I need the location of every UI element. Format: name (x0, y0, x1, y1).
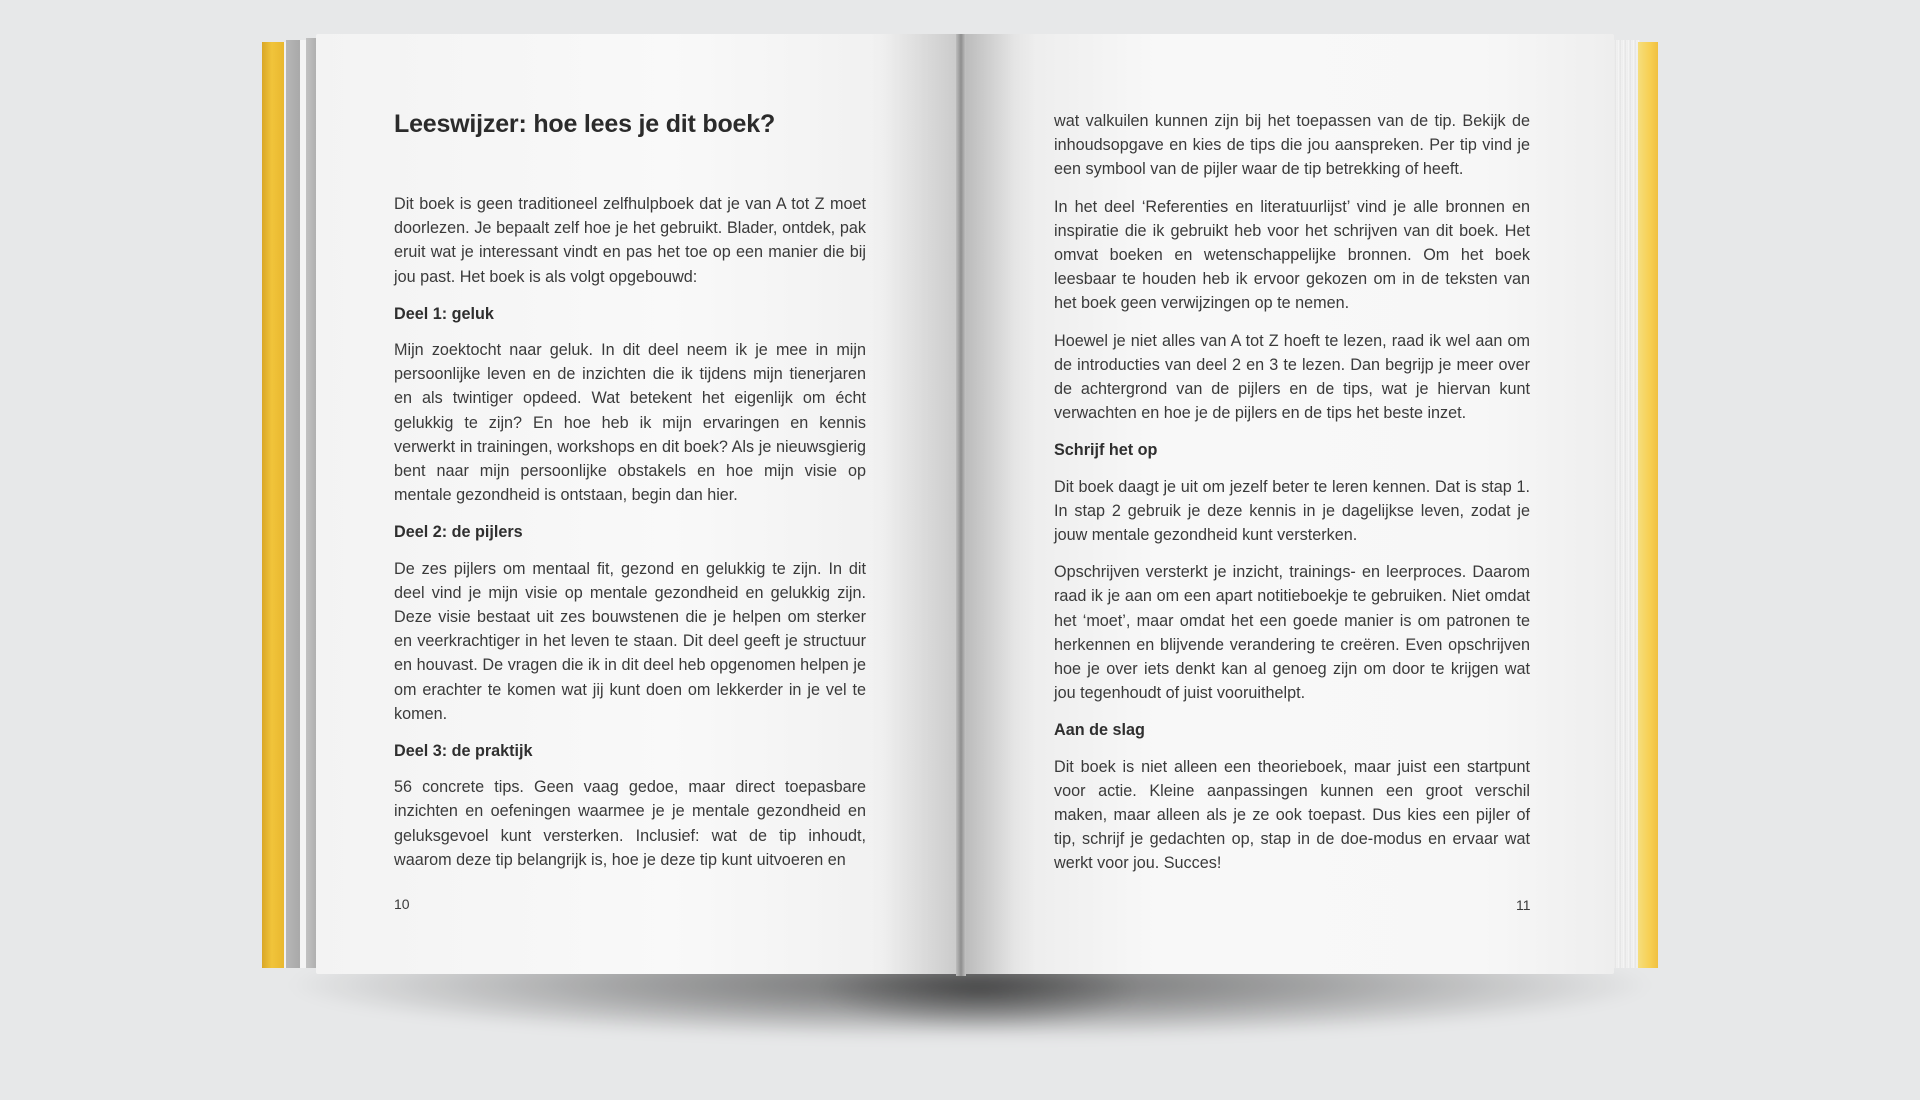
page-number-right: 11 (1516, 897, 1531, 913)
schrijf-paragraph-1: Dit boek daagt je uit om jezelf beter te leren kennen. Dat is stap 1. In stap 2 gebruik je deze kennis in je dagelijkse leven, zodat je jouw mentale gezondheid kunt versterken. (1054, 477, 1530, 545)
section-heading-deel-3: Deel 3: de praktijk (394, 742, 533, 761)
section-paragraph-deel-1: Mijn zoektocht naar geluk. In dit deel neem ik je mee in mijn persoonlijke leven en de inzichten die ik tijdens mijn tienerjaren en als twintiger opdeed. Wat betekent het eigenlijk om écht gelukkig te zijn? En hoe heb ik mijn ervaringen en kennis verwerkt in trainingen, workshops en dit boek? Als je nieuwsgierig bent naar mijn persoonlijke obstakels en hoe mijn visie op mentale gezondheid is ontstaan, begin dan hier. (394, 341, 866, 505)
continued-paragraph: wat valkuilen kunnen zijn bij het toepassen van de tip. Bekijk de inhoudsopgave en kies de tips die jou aanspreken. Per tip vind je een symbool van de pijler waar de tip betrekking of heeft. (1054, 112, 1530, 179)
page-number-left: 10 (394, 896, 410, 912)
aan-de-slag-paragraph: Dit boek is niet alleen een theorieboek, maar juist een startpunt voor actie. Kleine aanpassingen kunnen een groot verschil maken, maar alleen als je ze ook toepast. Dus kies een pijler of tip, schrijf je gedachten op, stap in de doe-modus en ervaar wat werkt voor jou. Succes! (1054, 757, 1530, 873)
left-page-text (394, 192, 866, 872)
section-paragraph-deel-3: 56 concrete tips. Geen vaag gedoe, maar direct toepasbare inzichten en oefeningen waarmee je je mentale gezondheid en geluksgevoel kunt versterken. Inclusief: wat de tip inhoudt, waarom deze tip belangrijk is, hoe je deze tip kunt uitvoeren en (394, 778, 866, 869)
book-cover-edge-left (262, 42, 284, 968)
page-title: Leeswijzer: hoe lees je dit boek? (394, 110, 776, 138)
page-block-edge-left (286, 40, 300, 968)
page-block-edge-right (1612, 40, 1640, 968)
book-cover-edge-right (1638, 42, 1658, 968)
section-paragraph-deel-2: De zes pijlers om mentaal fit, gezond en gelukkig te zijn. In dit deel vind je mijn visie op mentale gezondheid en gelukkig zijn. Deze visie bestaat uit zes bouwstenen die je helpen om sterker en veerkrachtiger in het leven te staan. Dit deel geeft je structuur en houvast. De vragen die ik in dit deel heb opgenomen helpen je om erachter te komen wat jij kunt doen om lekkerder in je vel te komen. (394, 559, 866, 723)
left-page-curvature (870, 34, 960, 974)
book-gutter (956, 34, 966, 976)
section-heading-deel-2: Deel 2: de pijlers (394, 523, 523, 542)
right-page-text (1054, 109, 1530, 889)
section-heading-schrijf-het-op: Schrijf het op (1054, 441, 1158, 460)
references-paragraph: In het deel ‘Referenties en literatuurlijst’ vind je alle bronnen en inspiratie die ik gebruikt heb voor het schrijven van dit boek. Het omvat boeken en wetenschappelijke bronnen. Om het boek leesbaar te houden heb ik ervoor gekozen om in de teksten van het boek geen verwijzingen op te nemen. (1054, 197, 1530, 313)
section-heading-deel-1: Deel 1: geluk (394, 304, 494, 323)
schrijf-paragraph-2: Opschrijven versterkt je inzicht, trainings- en leerproces. Daarom raad ik je aan om een apart notitieboekje te gebruiken. Niet omdat het ‘moet’, maar omdat het een goede manier is om patronen te herkennen en blijvende verandering te creëren. Even opschrijven hoe je over iets denkt kan al genoeg zijn om door te krijgen wat jou tegenhoudt of juist vooruithelpt. (1054, 563, 1530, 703)
right-page-curvature (966, 34, 1036, 974)
intro-paragraph: Dit boek is geen traditioneel zelfhulpboek dat je van A tot Z moet doorlezen. Je bepaalt zelf hoe je het gebruikt. Blader, ontdek, pak eruit wat je interessant vindt en pas het toe op een manier die bij jou past. Het boek is als volgt opgebouwd: (394, 195, 866, 286)
reading-advice-paragraph: Hoewel je niet alles van A tot Z hoeft te lezen, raad ik wel aan om de introducties van deel 2 en 3 te lezen. Dan begrijp je meer over de achtergrond van de pijlers en de tips, wat je hiervan kunt verwachten en hoe je de pijlers en de tips het beste inzet. (1054, 331, 1530, 423)
section-heading-aan-de-slag: Aan de slag (1054, 721, 1145, 740)
